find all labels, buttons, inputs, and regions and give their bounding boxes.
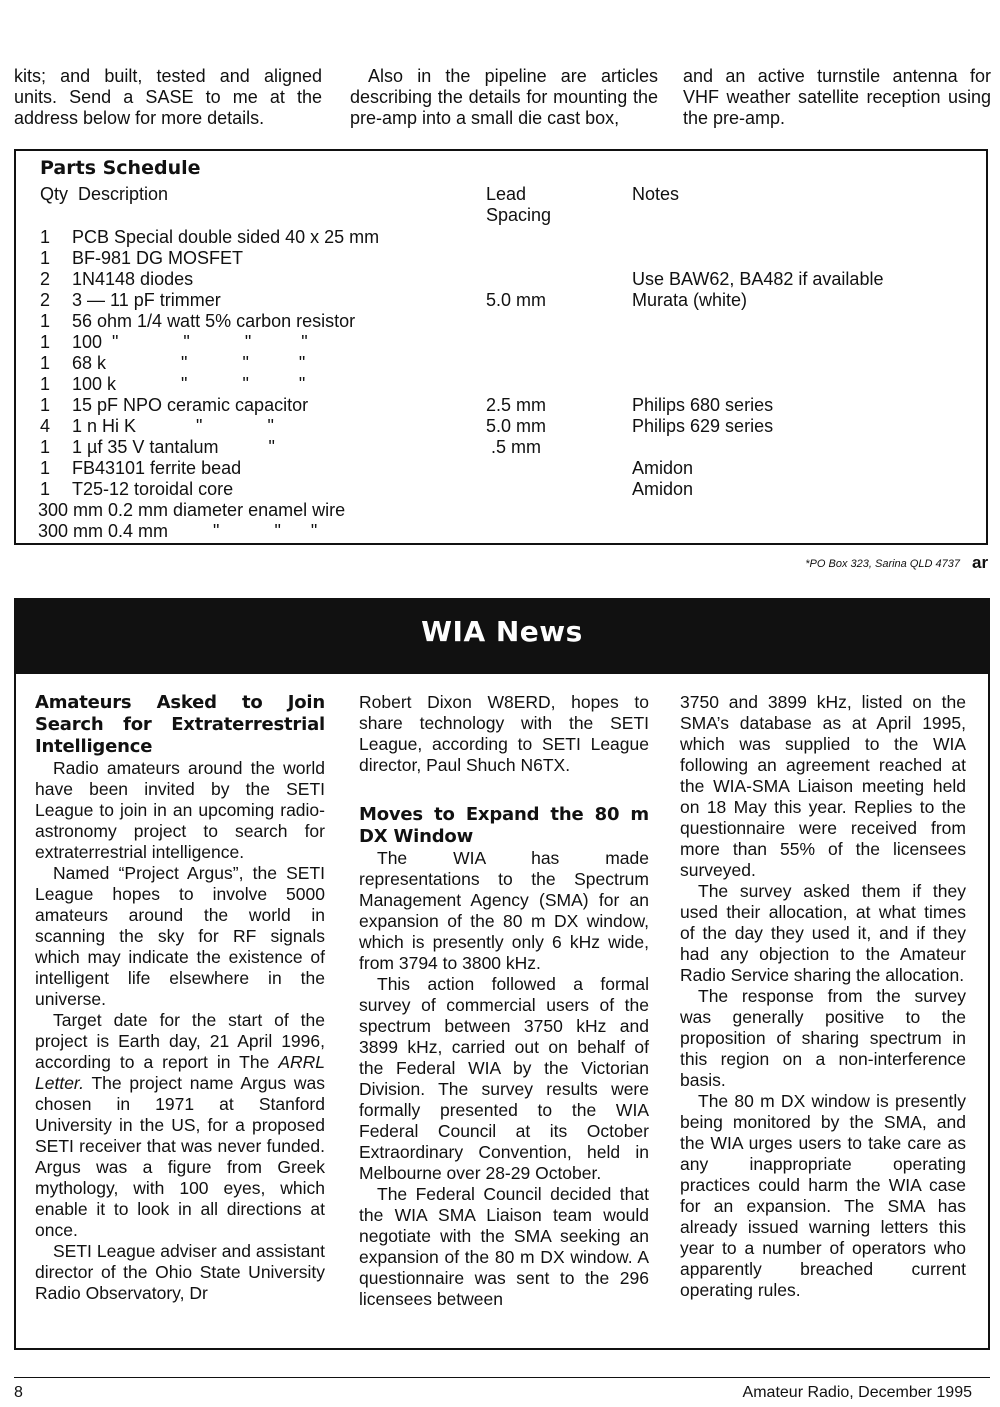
part-qty: 2 bbox=[40, 290, 51, 310]
part-qty: 4 bbox=[40, 416, 51, 436]
parts-row bbox=[16, 416, 986, 437]
part-notes: Philips 680 series bbox=[632, 395, 774, 415]
part-qty: 1 bbox=[40, 437, 51, 457]
part-description: 100 k " " " bbox=[72, 374, 306, 394]
news-banner-title: WIA News bbox=[421, 615, 583, 648]
column-header-qty-description: Qty Description bbox=[40, 184, 169, 204]
column-header-spacing: Spacing bbox=[486, 205, 552, 225]
part-description: FB43101 ferrite bead bbox=[72, 458, 242, 478]
part-qty: 1 bbox=[40, 353, 51, 373]
parts-schedule-title: Parts Schedule bbox=[40, 157, 201, 179]
part-qty: 1 bbox=[40, 248, 51, 268]
article-continuation-col-1 bbox=[14, 66, 322, 129]
part-notes: Use BAW62, BA482 if available bbox=[632, 269, 884, 289]
part-description: 1N4148 diodes bbox=[72, 269, 194, 289]
part-description: 100 " " " " bbox=[72, 332, 308, 352]
parts-schedule-table bbox=[14, 149, 988, 545]
part-wire-description: 300 mm 0.2 mm diameter enamel wire bbox=[38, 500, 346, 520]
article-heading-80m-dx: Moves to Expand the 80 m DX Window bbox=[359, 804, 649, 847]
parts-row bbox=[16, 311, 986, 332]
paragraph: kits; and built, tested and aligned units. Send a SASE to me at the address below for more details. bbox=[14, 66, 322, 128]
part-qty: 1 bbox=[40, 458, 51, 478]
paragraph: SETI League adviser and assistant director of the Ohio State University Radio Observatory, Dr bbox=[35, 1241, 325, 1303]
news-column-2 bbox=[359, 692, 649, 1310]
paragraph: The WIA has made representations to the Spectrum Management Agency (SMA) for an expansion of the 80 m DX window, which is presently only 6 kHz wide, from 3794 to 3800 kHz. bbox=[359, 848, 649, 973]
part-wire-description: 300 mm 0.4 mm " " " bbox=[38, 521, 318, 541]
parts-row bbox=[16, 458, 986, 479]
paragraph: Named “Project Argus”, the SETI League hopes to involve 5000 amateurs around the world in scanning the sky for RF signals which may indicate the existence of intelligent life elsewhere in the universe. bbox=[35, 863, 325, 1009]
paragraph: Also in the pipeline are articles describing the details for mounting the pre-amp into a small die cast box, bbox=[350, 66, 658, 128]
parts-row bbox=[16, 479, 986, 500]
part-lead-spacing: 2.5 mm bbox=[486, 395, 547, 415]
part-description: BF-981 DG MOSFET bbox=[72, 248, 244, 268]
parts-row bbox=[16, 332, 986, 353]
publication-name: ARRL Letter. bbox=[35, 1052, 325, 1093]
paragraph: Robert Dixon W8ERD, hopes to share technology with the SETI League, according to SETI League director, Paul Shuch N6TX. bbox=[359, 692, 649, 775]
parts-row-wire bbox=[16, 521, 986, 542]
paragraph: and an active turnstile antenna for VHF weather satellite reception using the pre-amp. bbox=[683, 66, 991, 128]
part-lead-spacing: 5.0 mm bbox=[486, 416, 547, 436]
paragraph: The 80 m DX window is presently being monitored by the SMA, and the WIA urges users to take care as any inappropriate operating practices could harm the WIA case for an expansion. The SMA has already issued warning letters this year to a number of operators who apparently breached current operating rules. bbox=[680, 1091, 966, 1300]
paragraph: The response from the survey was generally positive to the proposition of sharing spectrum in this region on a non-interference basis. bbox=[680, 986, 966, 1090]
paragraph: This action followed a formal survey of commercial users of the spectrum between 3750 kHz and 3899 kHz, carried out on behalf of the Federal WIA by the Victorian Division. The survey results were formally presented to the WIA Federal Council at its October Extraordinary Convention, held in Melbourne over 28-29 October. bbox=[359, 974, 649, 1183]
page-number: 8 bbox=[14, 1384, 23, 1401]
footer-rule bbox=[14, 1377, 990, 1378]
part-description: 68 k " " " bbox=[72, 353, 306, 373]
part-lead-spacing: 5.0 mm bbox=[486, 290, 547, 310]
part-notes: Murata (white) bbox=[632, 290, 748, 310]
part-description: 56 ohm 1/4 watt 5% carbon resistor bbox=[72, 311, 356, 331]
end-mark: ar bbox=[972, 553, 989, 572]
article-continuation-col-2 bbox=[350, 66, 658, 129]
paragraph: Target date for the start of the project is Earth day, 21 April 1996, according to a report in The ARRL Letter. The project name Argus was chosen in 1971 at Stanford University in the US, for a proposed SETI receiver that was never funded. Argus was a figure from Greek mythology, with 100 eyes, which enable it to look in all directions at once. bbox=[35, 1010, 325, 1240]
parts-row bbox=[16, 353, 986, 374]
part-description: 1 µf 35 V tantalum " bbox=[72, 437, 275, 457]
publication-footer: Amateur Radio, December 1995 bbox=[742, 1384, 972, 1401]
part-description: 15 pF NPO ceramic capacitor bbox=[72, 395, 309, 415]
part-description: PCB Special double sided 40 x 25 mm bbox=[72, 227, 380, 247]
paragraph: The survey asked them if they used their allocation, at what times of the day they used it, and if they had any objection to the Amateur Radio Service sharing the allocation. bbox=[680, 881, 966, 985]
part-notes: Amidon bbox=[632, 458, 694, 478]
part-qty: 1 bbox=[40, 227, 51, 247]
part-lead-spacing: .5 mm bbox=[486, 437, 542, 457]
part-description: T25-12 toroidal core bbox=[72, 479, 234, 499]
author-address: *PO Box 323, Sarina QLD 4737 bbox=[805, 558, 960, 570]
parts-row bbox=[16, 437, 986, 458]
part-qty: 1 bbox=[40, 332, 51, 352]
part-notes: Philips 629 series bbox=[632, 416, 774, 436]
paragraph: Radio amateurs around the world have been invited by the SETI League to join in an upcoming radio-astronomy project to search for extraterrestrial intelligence. bbox=[35, 758, 325, 862]
parts-row bbox=[16, 248, 986, 269]
paragraph: The Federal Council decided that the WIA SMA Liaison team would negotiate with the SMA seeking an expansion of the 80 m DX window. A questionnaire was sent to the 296 licensees between bbox=[359, 1184, 649, 1309]
parts-row bbox=[16, 395, 986, 416]
part-qty: 1 bbox=[40, 479, 51, 499]
article-heading-seti: Amateurs Asked to Join Search for Extraterrestrial Intelligence bbox=[35, 692, 325, 757]
parts-row bbox=[16, 269, 986, 290]
paragraph: 3750 and 3899 kHz, listed on the SMA’s database as at April 1995, which was supplied to the WIA following an agreement reached at the WIA-SMA Liaison meeting held on 18 May this year. Replies to the questionnaire were received from more than 55% of the licensees surveyed. bbox=[680, 692, 966, 880]
part-notes: Amidon bbox=[632, 479, 694, 499]
part-description: 3 — 11 pF trimmer bbox=[72, 290, 221, 310]
parts-row bbox=[16, 290, 986, 311]
column-header-notes: Notes bbox=[632, 184, 680, 204]
part-qty: 1 bbox=[40, 395, 51, 415]
parts-row bbox=[16, 374, 986, 395]
part-qty: 1 bbox=[40, 374, 51, 394]
parts-row-wire bbox=[16, 500, 986, 521]
news-banner bbox=[14, 598, 990, 674]
news-column-3 bbox=[680, 692, 966, 1301]
column-header-lead: Lead bbox=[486, 184, 527, 204]
parts-row bbox=[16, 227, 986, 248]
part-qty: 2 bbox=[40, 269, 51, 289]
part-description: 1 n Hi K " " bbox=[72, 416, 274, 436]
part-qty: 1 bbox=[40, 311, 51, 331]
article-continuation-col-3 bbox=[683, 66, 991, 129]
news-column-1 bbox=[35, 692, 325, 1304]
